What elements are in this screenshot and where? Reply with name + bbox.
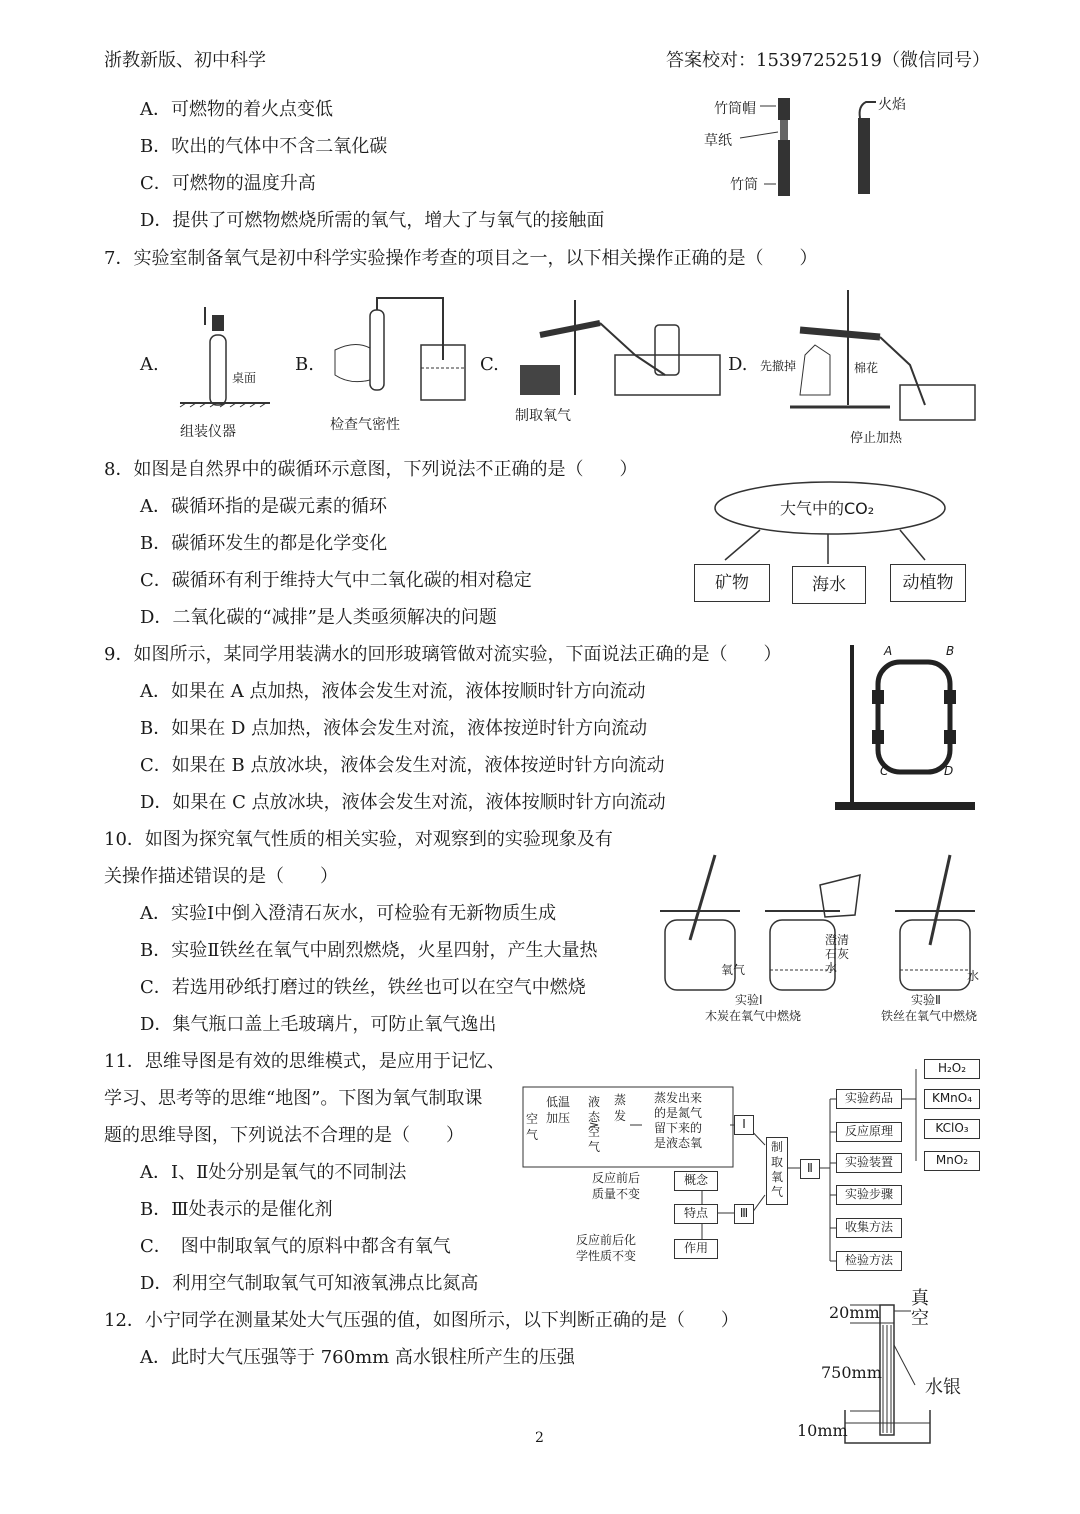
mm-right-6: 检验方法 [836,1251,902,1271]
mm-roman-ii: Ⅱ [800,1159,820,1179]
bottle-1 [665,920,735,990]
tube-c-shape [540,323,600,335]
caption-make-oxygen: 制取氧气 [515,408,571,424]
bamboo-tube-shape [778,140,790,196]
bamboo-tube2-shape [858,118,870,194]
mm-center-3: 氧 [770,1170,783,1184]
mm-left-2: 特点 [674,1204,718,1224]
mm-note1-2: 质量不变 [592,1187,641,1201]
mm-right-4: 实验步骤 [836,1185,902,1205]
lamp-block [520,365,560,395]
caption-airtight: 检查气密性 [330,417,400,433]
q7-letter-b: B. [295,354,314,375]
label-cotton: 棉花 [854,361,879,375]
q7-fig-a [170,285,280,440]
label-flame: 火焰 [878,97,906,113]
mm-cond-1: 低温 [546,1095,571,1109]
hand-shape [335,344,370,381]
paper-shape [780,120,788,140]
mm-air-2: 气 [526,1128,539,1142]
q8-carbon-cycle-figure [690,478,970,608]
header-left: 浙教新版、初中科学 [104,50,266,71]
q10-option-b: B．实验Ⅱ铁丝在氧气中剧烈燃烧，火星四射，产生大量热 [140,940,598,961]
label-750mm: 750mm [821,1363,882,1382]
box-life: 动植物 [890,564,966,602]
q10-option-a: A．实验Ⅰ中倒入澄清石灰水，可检验有无新物质生成 [140,903,557,924]
mm-cond-2: 加压 [546,1111,571,1125]
mm-right-2: 反应原理 [836,1122,902,1142]
label-exp2: 实验Ⅱ [911,993,941,1007]
mm-note2-1: 反应前后化 [576,1233,637,1247]
q8-option-c: C．碳循环有利于维持大气中二氧化碳的相对稳定 [140,570,532,591]
tube-b-shape [370,310,384,390]
header-right: 答案校对：15397252519（微信同号） [666,50,990,71]
mm-center-1: 制 [770,1140,783,1154]
mm-roman-iii: Ⅲ [734,1204,754,1224]
hg-leader [894,1345,915,1385]
label-vacuum-1: 真 [911,1288,929,1309]
q7-letter-d: D. [728,354,748,375]
label-10mm: 10mm [797,1421,848,1440]
label-20mm: 20mm [829,1303,880,1322]
q9-option-d: D．如果在 C 点放冰块，液体会发生对流，液体按顺时针方向流动 [140,792,666,813]
delivery-tube [377,298,443,360]
arrow-life [900,530,925,560]
point-a: A [884,644,893,658]
page-number: 2 [535,1430,544,1446]
stopper-shape [212,315,224,331]
mm-result-2: 的是氮气 [654,1106,703,1120]
label-bamboo-cap: 竹筒帽 [714,101,756,117]
q9-option-b: B．如果在 D 点加热，液体会发生对流，液体按逆时针方向流动 [140,718,648,739]
q8-option-a: A．碳循环指的是碳元素的循环 [140,496,387,517]
q12-stem: 12．小宁同学在测量某处大气压强的值，如图所示，以下判断正确的是（ ） [104,1310,739,1331]
lamp-d [800,345,830,395]
arrow-mineral [725,530,760,560]
caption-assemble: 组装仪器 [180,424,236,440]
clamp-3 [944,690,956,704]
q11-option-c: C． 图中制取氧气的原料中都含有氧气 [140,1236,451,1257]
label-mercury: 水银 [925,1377,961,1398]
paper-leader [740,132,778,138]
mm-chem-1: H₂O₂ [924,1059,980,1079]
q11-option-b: B．Ⅲ处表示的是催化剂 [140,1199,333,1220]
mm-right-1: 实验药品 [836,1089,902,1109]
q12-option-a: A．此时大气压强等于 760mm 高水银柱所产生的压强 [140,1347,575,1368]
label-exp1: 实验Ⅰ [735,993,763,1007]
mm-air-1: 空 [526,1112,539,1126]
q6-option-a: A．可燃物的着火点变低 [140,99,333,120]
q10-stem-line2: 关操作描述错误的是（ ） [104,866,338,887]
delivery-d [880,337,925,405]
q7-letter-a: A. [140,354,159,375]
mm-chem-4: MnO₂ [924,1151,980,1171]
spoon-1 [690,855,715,940]
tube-d-shape [800,330,880,337]
label-oxygen: 氧气 [721,963,746,977]
loop-tube [878,662,950,772]
q6-option-c: C．可燃物的温度升高 [140,173,316,194]
q7-fig-a-svg [170,285,280,440]
box-sea: 海水 [792,566,866,604]
flame-shape [860,102,876,118]
mm-right-5: 收集方法 [836,1218,902,1238]
q9-stem: 9．如图所示，某同学用装满水的回形玻璃管做对流实验，下面说法正确的是（ ） [104,644,782,665]
mm-center-4: 气 [770,1185,783,1199]
q9-option-c: C．如果在 B 点放冰块，液体会发生对流，液体按逆时针方向流动 [140,755,665,776]
trough-d [900,385,975,420]
mm-roman-i: Ⅰ [734,1115,754,1135]
q12-barometer-figure [795,1285,985,1455]
test-tube-shape [210,335,226,405]
q6-bamboo-figure [700,92,950,202]
bottle-3 [900,920,970,990]
q7-fig-b [325,290,475,435]
cloud-label: 大气中的CO₂ [780,499,875,518]
label-lime-1: 澄清 [825,933,850,947]
label-first-remove: 先撤掉 [760,359,797,373]
mm-liquid-2: 态 [588,1110,601,1124]
mm-note1-1: 反应前后 [592,1171,641,1185]
q10-option-d: D．集气瓶口盖上毛玻璃片，可防止氧气逸出 [140,1014,497,1035]
q8-stem: 8．如图是自然界中的碳循环示意图，下列说法不正确的是（ ） [104,459,638,480]
point-b: B [946,644,955,658]
q11-option-a: A．Ⅰ、Ⅱ处分别是氧气的不同制法 [140,1162,407,1183]
mm-result-4: 是液态氧 [654,1136,703,1150]
label-exp1-caption: 木炭在氧气中燃烧 [705,1009,802,1023]
mm-chem-3: KClO₃ [924,1119,980,1139]
mm-evap-2: 发 [614,1109,627,1123]
q6-option-b: B．吹出的气体中不含二氧化碳 [140,136,388,157]
gas-bottle [655,325,679,375]
spoon-3 [930,855,950,945]
stand-base-9 [835,802,975,810]
point-c: C [880,764,889,778]
q10-oxygen-figure [655,845,985,1025]
mm-liquid-4: 气 [588,1140,601,1154]
bamboo-cap-shape [778,98,790,120]
q11-mindmap-figure [520,1055,990,1275]
box-mineral: 矿物 [694,564,770,602]
clamp-2 [872,730,884,744]
label-bamboo-tube: 竹筒 [730,177,758,193]
q9-svg [830,640,980,815]
q9-option-a: A．如果在 A 点加热，液体会发生对流，液体按顺时针方向流动 [140,681,646,702]
q8-option-d: D．二氧化碳的“减排”是人类亟须解决的问题 [140,607,497,628]
mm-liquid-3: 空 [588,1125,601,1139]
q11-option-d: D．利用空气制取氧气可知液氧沸点比氮高 [140,1273,479,1294]
mm-evap-1: 蒸 [614,1093,627,1107]
q7-fig-c [515,295,725,430]
mm-result-1: 蒸发出来 [654,1091,703,1105]
label-exp2-caption: 铁丝在氧气中燃烧 [881,1009,978,1023]
q9-convection-figure [830,640,980,815]
mm-right-3: 实验装置 [836,1153,902,1173]
mm-left-3: 作用 [674,1239,718,1259]
label-lime-2: 石灰 [825,947,850,961]
label-lime-3: 水 [825,961,838,975]
caption-stop-heat: 停止加热 [850,431,903,446]
q10-option-c: C．若选用砂纸打磨过的铁丝，铁丝也可以在空气中燃烧 [140,977,586,998]
mm-liquid-1: 液 [588,1095,601,1109]
q8-option-b: B．碳循环发生的都是化学变化 [140,533,388,554]
clamp-4 [944,730,956,744]
label-water: 水 [967,969,980,983]
mm-result-3: 留下来的 [654,1121,703,1135]
mm-note2-2: 学性质不变 [576,1249,637,1263]
q11-stem-line1: 11．思维导图是有效的思维模式，是应用于记忆、 [104,1051,505,1072]
label-vacuum-2: 空 [911,1308,929,1329]
clamp-1 [872,690,884,704]
label-desk: 桌面 [232,371,257,385]
q6-option-d: D．提供了可燃物燃烧所需的氧气，增大了与氧气的接触面 [140,210,605,231]
q7-fig-d [760,285,980,445]
q10-stem-line1: 10．如图为探究氧气性质的相关实验，对观察到的实验现象及有 [104,829,613,850]
point-d: D [944,764,954,778]
q7-stem: 7．实验室制备氧气是初中科学实验操作考查的项目之一，以下相关操作正确的是（ ） [104,248,818,269]
q7-letter-c: C. [480,354,499,375]
mm-center-box [766,1137,788,1205]
mm-chem-2: KMnO₄ [924,1089,980,1109]
label-paper: 草纸 [704,133,732,149]
q11-stem-line3: 题的思维导图，下列说法不合理的是（ ） [104,1125,464,1146]
q11-stem-line2: 学习、思考等的思维“地图”。下图为氧气制取课 [104,1088,483,1109]
mm-center-2: 取 [770,1155,783,1169]
mm-left-1: 概念 [674,1171,718,1191]
